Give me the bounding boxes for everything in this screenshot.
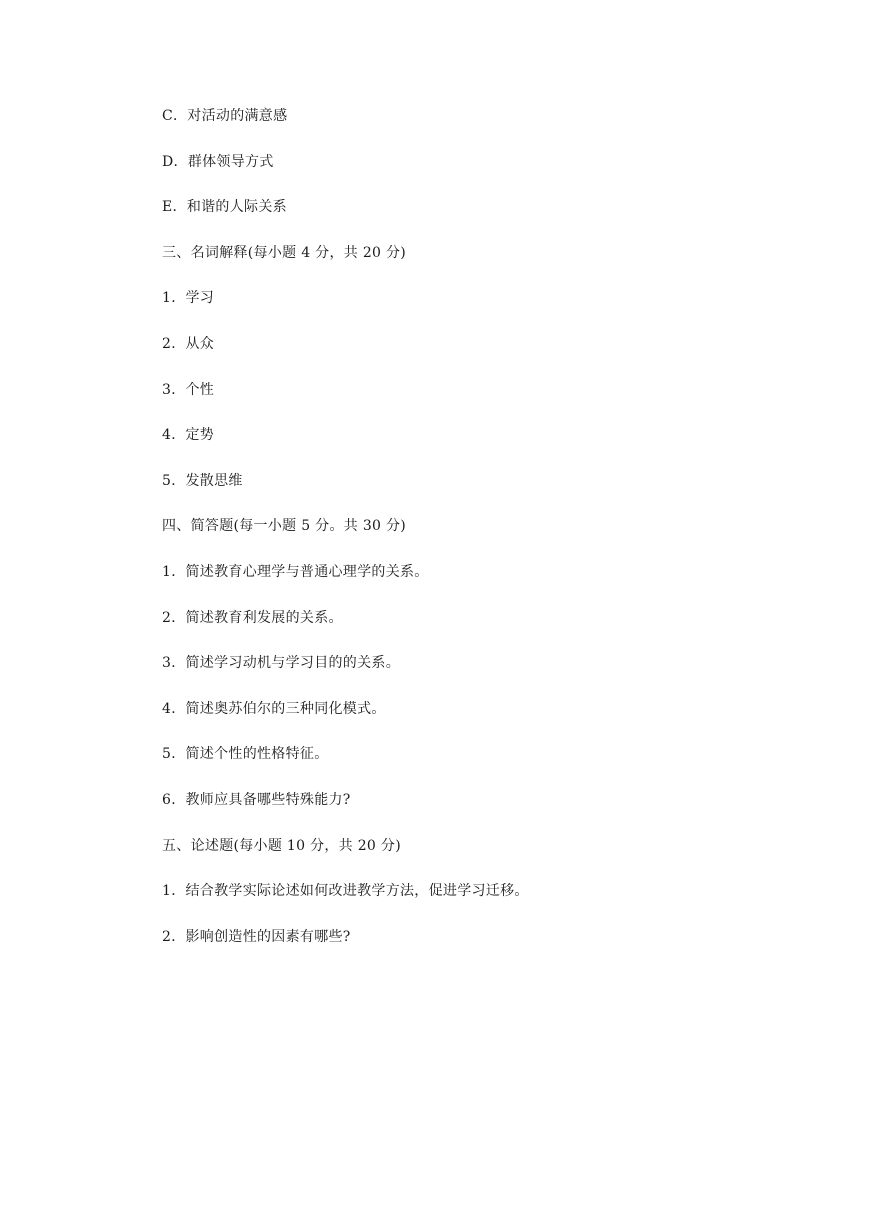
option-d: D．群体领导方式 (162, 153, 274, 170)
term-item: 5．发散思维 (162, 472, 243, 489)
question-item: 1．简述教育心理学与普通心理学的关系。 (162, 563, 429, 580)
question-item: 4．简述奥苏伯尔的三种同化模式。 (162, 700, 386, 717)
term-item: 1．学习 (162, 290, 215, 307)
question-item: 1．结合教学实际论述如何改进教学方法，促进学习迁移。 (162, 883, 529, 900)
question-item: 2．简述教育利发展的关系。 (162, 609, 343, 626)
question-item: 5．简述个性的性格特征。 (162, 746, 329, 763)
section-heading-essay: 五、论述题(每小题 10 分，共 20 分) (162, 837, 401, 854)
document-body (162, 104, 822, 970)
question-item: 6．教师应具备哪些特殊能力? (162, 791, 351, 808)
section-heading-terms: 三、名词解释(每小题 4 分，共 20 分) (162, 244, 407, 261)
question-item: 3．简述学习动机与学习目的的关系。 (162, 655, 401, 672)
question-item: 2．影响创造性的因素有哪些? (162, 928, 351, 945)
option-c: C．对活动的满意感 (162, 108, 288, 124)
section-heading-short-answer: 四、简答题(每一小题 5 分。共 30 分) (162, 518, 407, 535)
option-e: E．和谐的人际关系 (162, 199, 287, 216)
term-item: 2．从众 (162, 335, 215, 352)
term-item: 4．定势 (162, 427, 215, 444)
term-item: 3．个性 (162, 381, 215, 398)
